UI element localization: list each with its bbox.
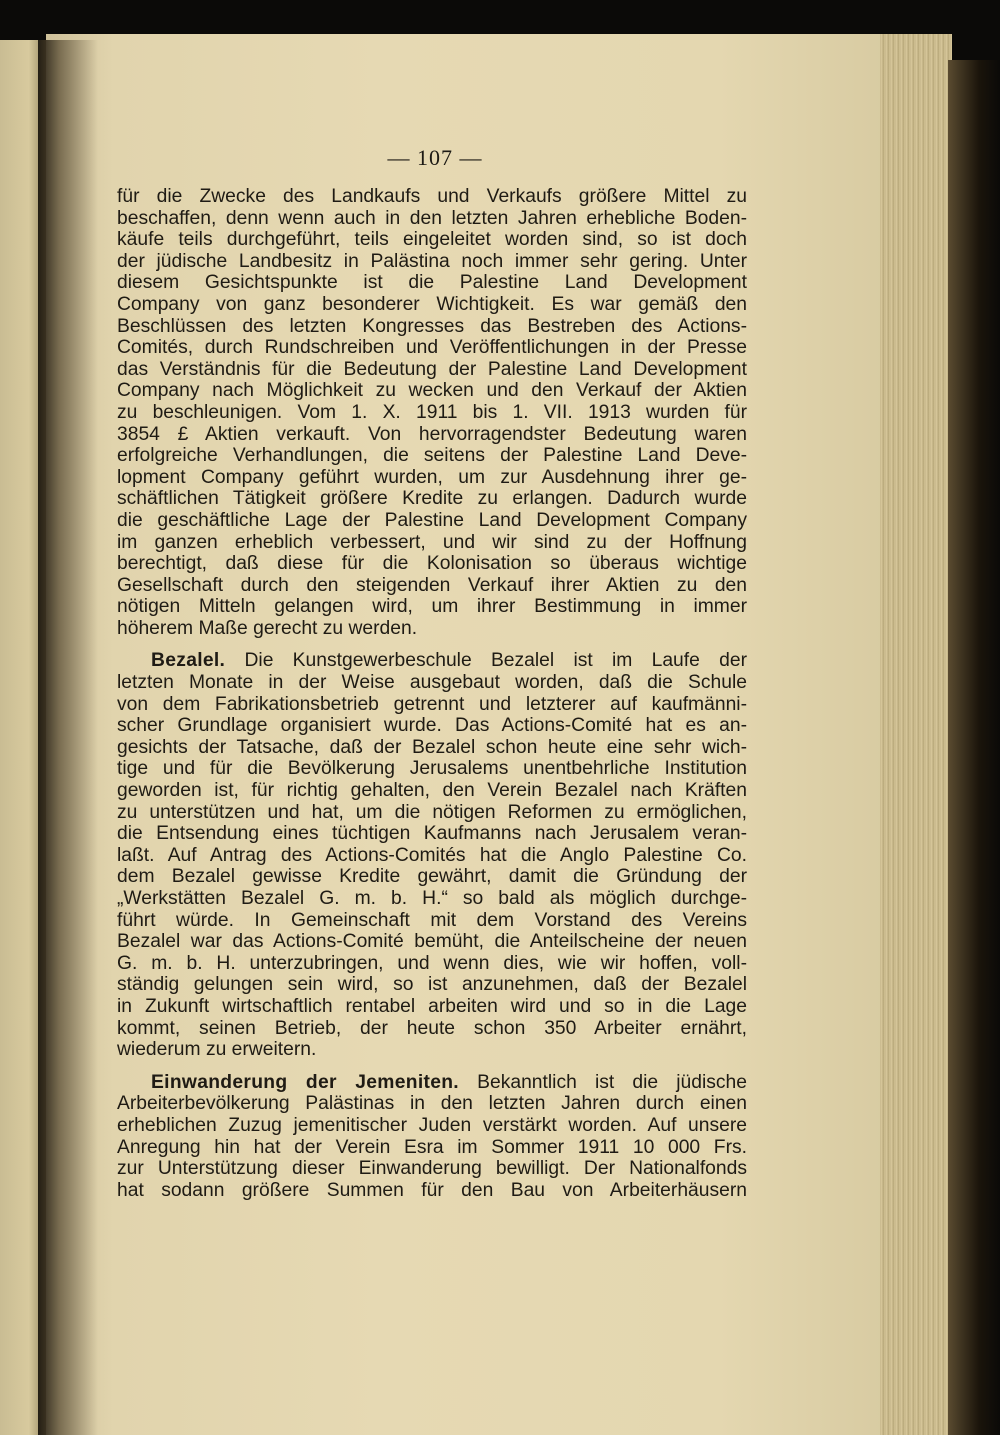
text-line: zu unterstützen und hat, um die nötigen Reformen zu ermöglichen,: [117, 801, 747, 823]
text-line: Anregung hin hat der Verein Esra im Sommer 1911 10 000 Frs.: [117, 1136, 747, 1158]
text-line: erheblichen Zuzug jemenitischer Juden verstärkt worden. Auf unsere: [117, 1114, 747, 1136]
text-run: Bekanntlich ist die jüdische: [477, 1071, 747, 1093]
section-heading-bezalel: Bezalel.: [151, 650, 226, 672]
text-line: lopment Company geführt wurden, um zur Ausdehnung ihrer ge-: [117, 466, 747, 488]
text-line: scher Grundlage organisiert wurde. Das Actions-Comité hat es an-: [117, 715, 747, 737]
text-line: hat sodann größere Summen für den Bau von Arbeiterhäusern: [117, 1179, 747, 1201]
text-line: im ganzen erheblich verbessert, und wir sind zu der Hoffnung: [117, 531, 747, 553]
text-line: kommt, seinen Betrieb, der heute schon 350 Arbeiter ernährt,: [117, 1017, 747, 1039]
text-line: Arbeiterbevölkerung Palästinas in den letzten Jahren durch einen: [117, 1093, 747, 1115]
text-line: das Verständnis für die Bedeutung der Palestine Land Development: [117, 358, 747, 380]
text-line: der jüdische Landbesitz in Palästina noch immer sehr gering. Unter: [117, 250, 747, 272]
text-line: [117, 650, 747, 672]
text-line: berechtigt, daß diese für die Kolonisation so überaus wichtige: [117, 553, 747, 575]
paragraph-land-development: [117, 186, 747, 639]
text-line: tige und für die Bevölkerung Jerusalems unentbehrliche Institution: [117, 758, 747, 780]
text-line: die Entsendung eines tüchtigen Kaufmanns nach Jerusalem veran-: [117, 823, 747, 845]
text-line: wiederum zu erweitern.: [117, 1039, 317, 1061]
text-line: führt würde. In Gemeinschaft mit dem Vorstand des Vereins: [117, 909, 747, 931]
text-run: Die Kunstgewerbeschule Bezalel ist im Laufe der: [244, 650, 747, 672]
text-line: die geschäftliche Lage der Palestine Land Development Company: [117, 509, 747, 531]
page-body: [117, 186, 747, 1201]
text-line: höherem Maße gerecht zu werden.: [117, 617, 418, 639]
text-line: erfolgreiche Verhandlungen, die seitens der Palestine Land Deve-: [117, 445, 747, 467]
text-line: dem Bezalel gewisse Kredite gewährt, damit die Gründung der: [117, 866, 747, 888]
text-line: zu beschleunigen. Vom 1. X. 1911 bis 1. VII. 1913 wurden für: [117, 401, 747, 423]
text-line: „Werkstätten Bezalel G. m. b. H.“ so bald als möglich durchge-: [117, 888, 747, 909]
text-line: Beschlüssen des letzten Kongresses das Bestreben des Actions-: [117, 315, 747, 337]
text-line: Comités, durch Rundschreiben und Veröffentlichungen in der Presse: [117, 337, 747, 359]
paragraph-jemeniten: [117, 1072, 747, 1202]
book-spine-shadow: [38, 40, 98, 1435]
page-stack-edges: [880, 34, 952, 1435]
text-line: zur Unterstützung dieser Einwanderung bewilligt. Der Nationalfonds: [117, 1158, 747, 1180]
text-line: für die Zwecke des Landkaufs und Verkaufs größere Mittel zu: [117, 186, 747, 207]
text-line: käufe teils durchgeführt, teils eingeleitet worden sind, so ist doch: [117, 229, 747, 251]
text-line: in Zukunft wirtschaftlich rentabel arbeiten wird und so in die Lage: [117, 995, 747, 1017]
text-line: Company nach Möglichkeit zu wecken und den Verkauf der Aktien: [117, 380, 747, 402]
text-line: geworden ist, für richtig gehalten, den Verein Bezalel nach Kräften: [117, 780, 747, 802]
text-line: [117, 1072, 747, 1094]
text-line: letzten Monate in der Weise ausgebaut worden, daß die Schule: [117, 672, 747, 694]
text-line: 3854 £ Aktien verkauft. Von hervorragendster Bedeutung waren: [117, 423, 747, 445]
text-line: nötigen Mitteln gelangen wird, um ihrer Bestimmung in immer: [117, 596, 747, 618]
text-line: schäftlichen Tätigkeit größere Kredite zu erlangen. Dadurch wurde: [117, 488, 747, 510]
paragraph-bezalel: [117, 650, 747, 1060]
text-line: Company von ganz besonderer Wichtigkeit. Es war gemäß den: [117, 293, 747, 315]
text-line: von dem Fabrikationsbetrieb getrennt und letzterer auf kaufmänni-: [117, 693, 747, 715]
text-line: beschaffen, denn wenn auch in den letzten Jahren erhebliche Boden-: [117, 207, 747, 229]
section-heading-jemeniten: Einwanderung der Jemeniten.: [151, 1071, 459, 1093]
text-line: Gesellschaft durch den steigenden Verkauf ihrer Aktien zu den: [117, 574, 747, 596]
page-number: — 107 —: [387, 145, 483, 170]
text-line: gesichts der Tatsache, daß der Bezalel schon heute eine sehr wich-: [117, 736, 747, 758]
text-line: G. m. b. H. unterzubringen, und wenn dies, wie wir hoffen, voll-: [117, 952, 747, 974]
text-line: diesem Gesichtspunkte ist die Palestine Land Development: [117, 272, 747, 294]
book-cover-edge: [948, 60, 1000, 1435]
text-line: ständig gelungen sein wird, so ist anzunehmen, daß der Bezalel: [117, 974, 747, 996]
text-line: laßt. Auf Antrag des Actions-Comités hat die Anglo Palestine Co.: [117, 844, 747, 866]
text-line: Bezalel war das Actions-Comité bemüht, die Anteilscheine der neuen: [117, 931, 747, 953]
